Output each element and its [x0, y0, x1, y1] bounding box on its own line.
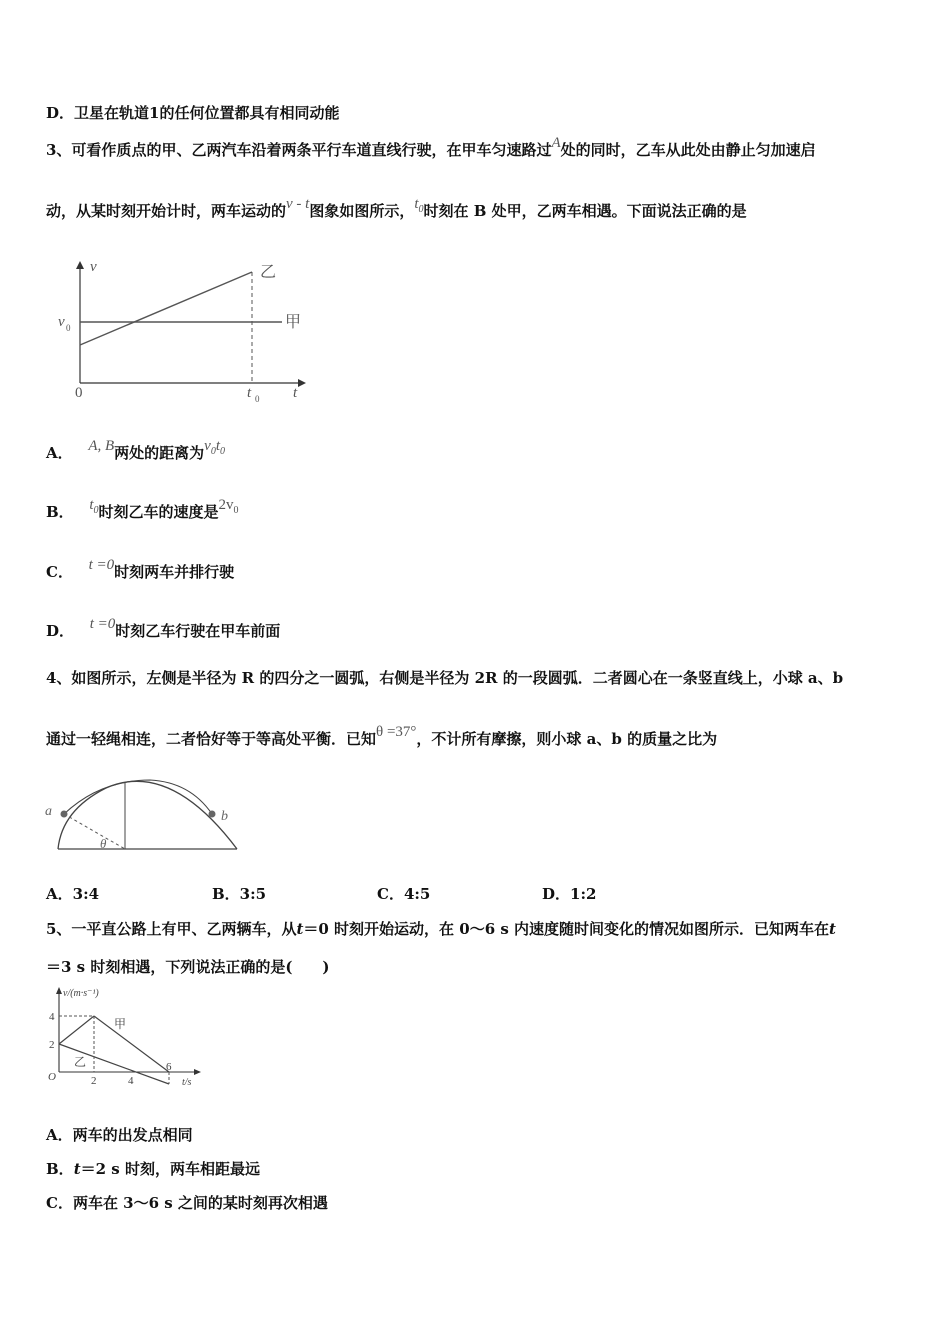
q3-label-jia: 甲: [285, 314, 302, 331]
q3-label-v: v: [90, 259, 97, 275]
q5-symbol-t-end: t: [829, 920, 836, 938]
q4-label-b: b: [221, 809, 228, 824]
q4-ball-b: [209, 811, 216, 818]
q5-vt-graph: [44, 984, 214, 1094]
q4-label-a: a: [45, 804, 52, 819]
q5-label-x6: 6: [166, 1061, 172, 1073]
q3-option-a-prefix: A．: [46, 444, 73, 462]
q3-option-b: [46, 497, 239, 522]
q5-option-b-symbol-t: t: [73, 1160, 81, 1178]
q5-label-yi: 乙: [74, 1055, 87, 1069]
q4-radius-dashed: [64, 814, 125, 849]
q4-ball-a: [61, 811, 68, 818]
q3-stem-text: 时刻在 B 处甲，乙两车相遇。下面说法正确的是: [423, 202, 747, 220]
q3-t-axis-arrow: [298, 379, 306, 387]
q4-stem-line2: [46, 724, 718, 749]
q3-option-a-val-t: t: [215, 438, 220, 454]
q3-vt-graph: [50, 255, 310, 405]
q3-label-t: t: [293, 385, 298, 401]
q4-label-theta: θ: [100, 836, 107, 851]
q5-option-b: [46, 1158, 260, 1179]
q3-option-d-prefix: D．: [46, 622, 75, 640]
q5-label-y2: 2: [49, 1039, 55, 1051]
q4-stem-text: 通过一轻绳相连，二者恰好等于等高处平衡．已知: [46, 730, 377, 748]
q3-label-origin: 0: [75, 385, 83, 401]
q5-stem-line2: [46, 956, 330, 977]
q3-option-a-val-sub1: 0: [210, 446, 216, 457]
q3-option-a-value: [204, 438, 225, 457]
q3-stem-text: 处的同时，乙车从此处由静止匀加速启: [560, 141, 816, 159]
q3-option-b-val-sub: 0: [233, 505, 239, 516]
q3-label-v0: v: [58, 314, 65, 330]
q3-option-b-sym-t: t: [89, 497, 94, 513]
q5-option-c-text: C．两车在 3～6 s 之间的某时刻再次相遇: [46, 1194, 328, 1212]
q3-label-v0-sub: 0: [66, 323, 71, 333]
q4-stem-text: 4、如图所示，左侧是半径为 R 的四分之一圆弧，右侧是半径为 2R 的一段圆弧．二者圆心在一条竖直线上，小球 a、b: [46, 669, 844, 687]
q5-v-axis-arrow: [56, 987, 62, 994]
q3-option-b-prefix: B．: [46, 503, 74, 521]
q3-option-b-value: [218, 497, 239, 516]
q5-option-c: [46, 1192, 328, 1213]
q5-symbol-t: t: [296, 920, 304, 938]
q4-option-a: A．3:4: [46, 885, 100, 903]
q5-label-jia: 甲: [114, 1017, 127, 1031]
q5-option-b-text: ＝2 s 时刻，两车相距最远: [80, 1160, 260, 1178]
q5-label-x2: 2: [91, 1075, 97, 1087]
q3-option-a-symbol: A, B: [88, 438, 115, 454]
q5-t-axis-arrow: [194, 1069, 201, 1075]
q3-v-axis-arrow: [76, 261, 84, 269]
q3-option-a-val-sub2: 0: [220, 446, 225, 457]
q3-option-c-text: 时刻两车并排行驶: [114, 563, 235, 581]
q3-label-t0: t: [247, 385, 252, 401]
q3-stem-line2: [46, 196, 747, 221]
q5-option-a-text: A．两车的出发点相同: [46, 1126, 193, 1144]
q3-option-c-symbol: t =0: [88, 557, 115, 573]
q5-stem-text: ＝0 时刻开始运动，在 0～6 s 内速度随时间变化的情况如图所示．已知两车在: [303, 920, 830, 938]
q3-option-c-prefix: C．: [46, 563, 73, 581]
q3-stem-text: 3、可看作质点的甲、乙两汽车沿着两条平行车道直线行驶，在甲车匀速路过: [46, 141, 552, 159]
q4-option-b: B．3:5: [212, 885, 267, 903]
q5-stem-text: ＝3 s 时刻相遇，下列说法正确的是( ): [46, 958, 330, 976]
q3-label-t0-sub: 0: [255, 394, 260, 404]
q3-option-b-symbol: [89, 497, 99, 516]
q5-label-x4: 4: [128, 1075, 134, 1087]
q5-label-y4: 4: [49, 1011, 55, 1023]
q5-option-b-prefix: B．: [46, 1160, 74, 1178]
q4-option-c: C．4:5: [377, 885, 431, 903]
q4-rope: [64, 780, 212, 814]
q3-stem-text: 图象如图所示，: [309, 202, 415, 220]
q4-stem-line1: [46, 667, 843, 688]
q3-option-d-symbol: t =0: [89, 616, 116, 632]
q3-option-b-sym-sub: 0: [93, 505, 99, 516]
q2-option-d: [46, 102, 339, 123]
q5-label-y: v/(m·s⁻¹): [63, 988, 99, 999]
q3-option-b-text: 时刻乙车的速度是: [98, 503, 219, 521]
q4-stem-text: ，不计所有摩擦，则小球 a、b 的质量之比为: [416, 730, 718, 748]
q3-option-c: [46, 557, 235, 582]
q3-stem-line1: [46, 135, 816, 160]
q5-label-x: t/s: [182, 1077, 192, 1088]
q5-line-jia-up: [59, 1016, 94, 1044]
q3-option-d-text: 时刻乙车行驶在甲车前面: [115, 622, 281, 640]
q4-option-d: D．1:2: [542, 885, 597, 903]
q5-line-jia-down: [94, 1016, 169, 1072]
q3-option-a-val-v: v: [204, 438, 211, 454]
q3-symbol-t0: [414, 196, 424, 215]
q3-stem-text: 动，从某时刻开始计时，两车运动的: [46, 202, 287, 220]
q2-option-d-text: D．卫星在轨道1的任何位置都具有相同动能: [46, 104, 340, 122]
q3-option-a: [46, 438, 225, 463]
q4-symbol-theta: θ =37°: [376, 724, 417, 740]
q3-label-yi: 乙: [260, 264, 277, 281]
q3-option-a-text: 两处的距离为: [114, 444, 205, 462]
q5-option-a: [46, 1124, 193, 1145]
q4-arc-figure: [40, 770, 250, 860]
q3-symbol-a: A: [551, 135, 561, 151]
q3-option-d: [46, 616, 281, 641]
q5-stem-text: 5、一平直公路上有甲、乙两辆车，从: [46, 920, 297, 938]
q3-line-yi: [80, 272, 252, 345]
q3-symbol-t0-main: t: [414, 196, 419, 212]
q3-option-b-val: 2v: [218, 497, 234, 513]
q5-label-origin: O: [48, 1071, 56, 1083]
q3-symbol-vt: v - t: [286, 196, 310, 212]
q5-stem-line1: [46, 918, 836, 939]
q3-symbol-t0-sub: 0: [418, 204, 424, 215]
